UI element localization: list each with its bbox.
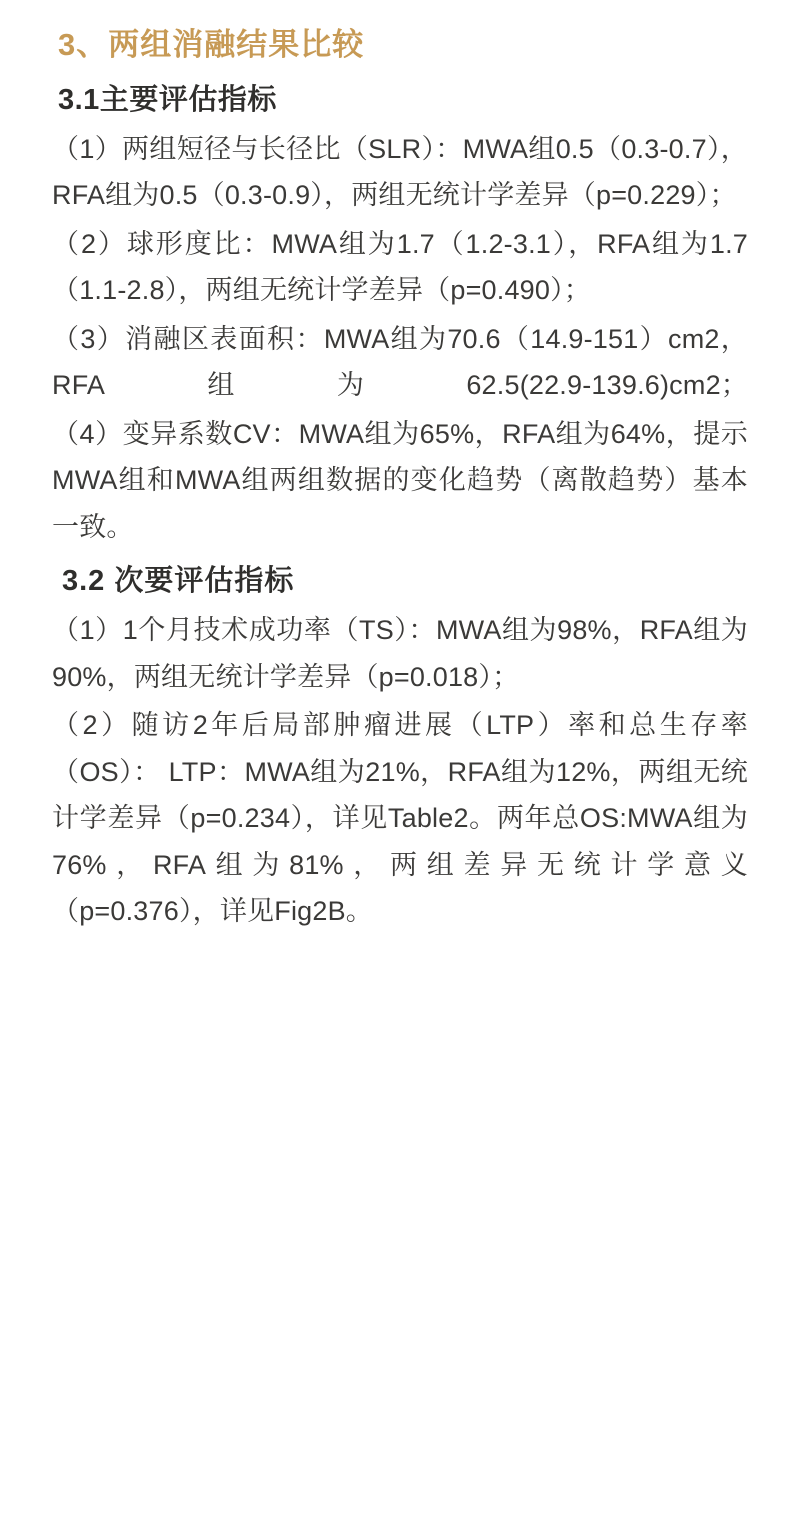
paragraph-ltp-os: （2）随访2年后局部肿瘤进展（LTP）率和总生存率（OS）： LTP：MWA组为21%，RFA组为12%，两组无统计学差异（p=0.234），详见Table2。两年总OS:MWA组为76%，RFA组为81%，两组差异无统计学意义（p=0.376），详见Fig2B。 xyxy=(52,710,748,927)
paragraph-technical-success: （1）1个月技术成功率（TS）：MWA组为98%，RFA组为90%，两组无统计学差异（p=0.018）； xyxy=(52,615,748,692)
paragraph-sphericity: （2）球形度比：MWA组为1.7（1.2-3.1），RFA组为1.7（1.1-2.8），两组无统计学差异（p=0.490）； xyxy=(52,228,748,306)
subsection-title-primary-metrics: 3.1主要评估指标 xyxy=(58,83,277,116)
paragraph-surface-area: （3）消融区表面积：MWA组为70.6（14.9-151）cm2，RFA组为62.5(22.9-139.6)cm2； xyxy=(52,323,748,401)
section-title: 3、两组消融结果比较 xyxy=(58,27,365,62)
subsection-title-secondary-metrics: 3.2 次要评估指标 xyxy=(62,564,295,597)
paragraph-slr: （1）两组短径与长径比（SLR）：MWA组0.5（0.3-0.7），RFA组为0.5（0.3-0.9），两组无统计学差异（p=0.229）； xyxy=(52,134,748,211)
paragraph-cv: （4）变异系数CV：MWA组为65%，RFA组为64%，提示MWA组和MWA组两组数据的变化趋势（离散趋势）基本一致。 xyxy=(52,418,748,542)
